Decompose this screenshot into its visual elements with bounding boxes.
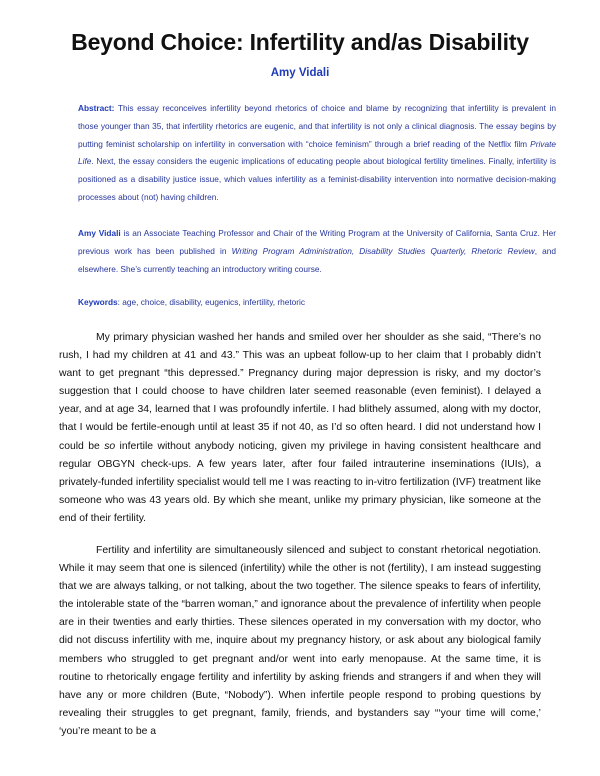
abstract-text-2: . Next, the essay considers the eugenic implications of educating people about biological fertility timelines. Finally, infertility is positioned as a disability justice issue, which values infertility as a feminist-disability intervention into normative decision-making processes about (not) having children. bbox=[78, 156, 556, 202]
abstract-text-1: This essay reconceives infertility beyond rhetorics of choice and blame by recognizing that infertility is prevalent in those younger than 35, that infertility rhetorics are eugenic, and that infertility is not only a clinical diagnosis. The essay begins by putting feminist scholarship on infertility in conversation with “choice feminism” through a brief reading of the Netflix film bbox=[78, 103, 556, 149]
body-paragraph-1 bbox=[59, 329, 541, 528]
bio-name: Amy Vidali bbox=[78, 228, 121, 238]
abstract-label: Abstract: bbox=[78, 103, 115, 113]
body-p1-text-a: My primary physician washed her hands and smiled over her shoulder as she said, “There’s no rush, I had my children at 41 and 43.” This was an upbeat follow-up to her claim that I probably didn’t want to get pregnant “this depressed.” Pregnancy during major depression is risky, and my doctor’s suggestion that I could choose to have children later seemed reasonable (even feminist). I delayed a year, and at age 34, learned that I was profoundly infertile. I had blithely assumed, along with my doctor, that I would be fertile-enough until at least 35 if not 40, as I’d so often heard. I did not understand how I could be bbox=[59, 332, 541, 452]
abstract-film-title: Private Life bbox=[78, 138, 556, 167]
paper-title: Beyond Choice: Infertility and/as Disability bbox=[71, 29, 529, 55]
body-p1-text-b: infertile without anybody noticing, given my privilege in having consistent healthcare and regular OBGYN check-ups. A few years later, after four failed intrauterine inseminations (IUIs), a privately-funded infertility specialist would tell me I was reacting to in-vitro fertilization (IVF) treatment like someone who was 43 years old. By which she meant, unlike my primary physician, like someone at the end of their fertility. bbox=[59, 440, 541, 524]
keywords-label: Keywords bbox=[78, 297, 118, 307]
body-p2-text: Fertility and infertility are simultaneously silenced and subject to constant rhetorical negotiation. While it may seem that one is silenced (infertility) while the other is not (fertility), I am instead suggesting that we are always talking, or not talking, about the two together. The silence speaks to fears of infertility, the intolerable state of the “barren woman,” and ignorance about the prevalence of infertility when people are in their twenties and early thirties. These silences operated in my conversation with my doctor, who did not discuss infertility with me, inquire about my pregnancy history, or ask about any biological family members who struggled to get pregnant and/or went into early menopause. At the same time, it is routine to rhetorically engage fertility and infertility by asking friends and strangers if and when they will have any or more children (Bute, “Nobody”). When infertile people respond to probing questions by revealing their struggles to get pregnant, family, friends, and bystanders say “‘your time will come,’ ‘you’re meant to be a bbox=[59, 545, 541, 737]
author-name: Amy Vidali bbox=[270, 67, 330, 79]
bio-journals: Writing Program Administration, Disability Studies Quarterly, Rhetoric Review bbox=[231, 245, 535, 256]
body-p1-emphasis: so bbox=[104, 440, 116, 452]
bio-text-2: , and elsewhere. She’s currently teaching an introductory writing course. bbox=[78, 245, 556, 274]
body-paragraph-2 bbox=[59, 542, 541, 741]
bio-text-1: is an Associate Teaching Professor and Chair of the Writing Program at the University of California, Santa Cruz. Her previous work has been published in bbox=[78, 228, 557, 256]
author-bio bbox=[78, 225, 556, 278]
keywords-text: : age, choice, disability, eugenics, infertility, rhetoric bbox=[117, 297, 306, 307]
keywords bbox=[78, 294, 556, 312]
abstract bbox=[78, 100, 556, 207]
